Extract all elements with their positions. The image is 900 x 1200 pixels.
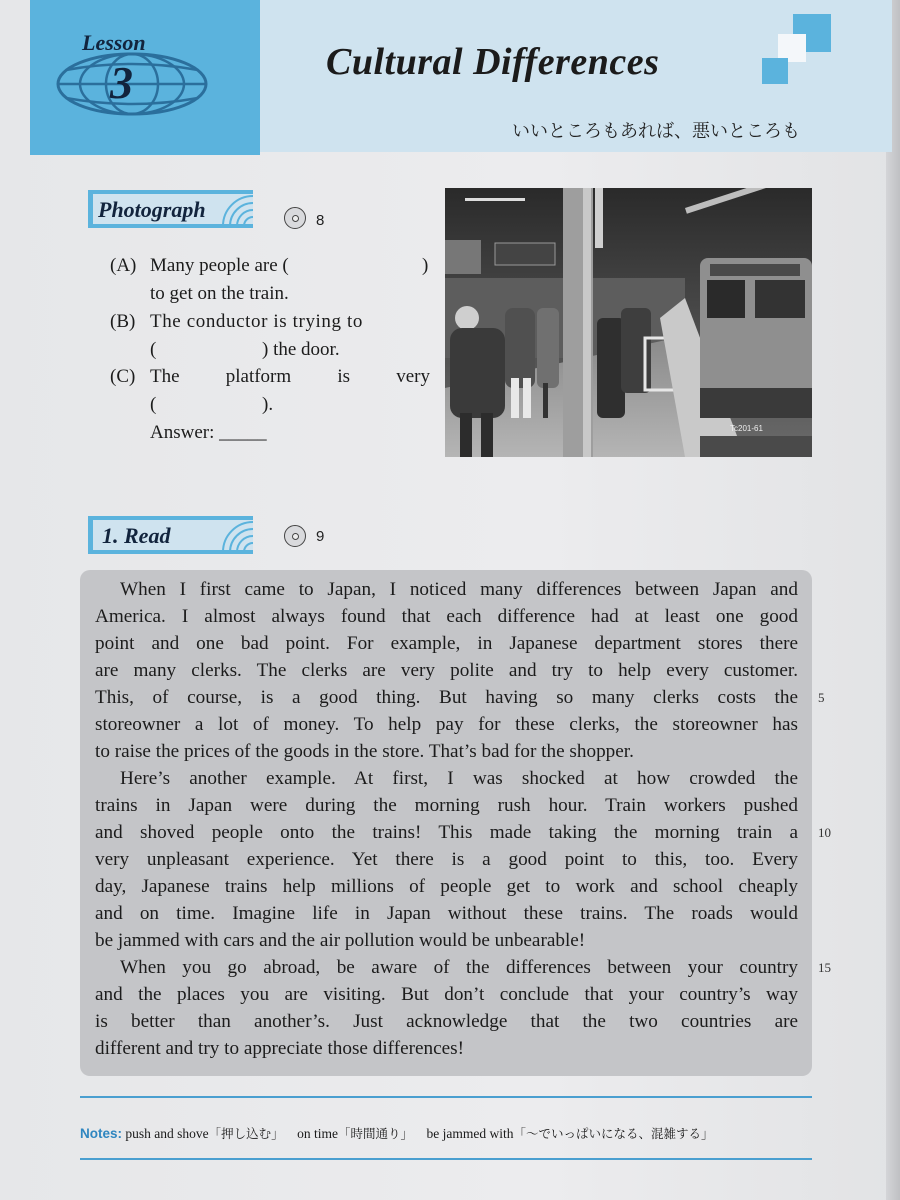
question-letter: (C) xyxy=(110,366,136,387)
train-platform-photo xyxy=(445,188,812,457)
section-label-photograph xyxy=(88,190,253,228)
question-text: ( xyxy=(150,339,157,360)
question-text: ) xyxy=(422,255,429,276)
cd-track-number: 9 xyxy=(316,528,325,545)
note-term: push and shove xyxy=(125,1126,209,1141)
question-letter: (A) xyxy=(110,255,137,276)
page-subtitle: いいところもあれば、悪いところも xyxy=(512,121,800,142)
section-label-text: Photograph xyxy=(98,197,206,222)
note-gloss: 「時間通り」 xyxy=(338,1126,414,1141)
reading-passage xyxy=(80,570,812,1076)
passage-line: and shoved people onto the trains! This made taking the morning train a xyxy=(95,822,798,843)
passage-line: This, of course, is a good thing. But having so many clerks costs the xyxy=(95,687,798,708)
passage-line: is better than another’s. Just acknowledge that the two countries are xyxy=(95,1011,798,1032)
line-number: 15 xyxy=(818,960,831,975)
section-label-read xyxy=(88,516,253,554)
passage-line: trains in Japan were during the morning rush hour. Train workers pushed xyxy=(95,795,798,816)
passage-line: different and try to appreciate those differences! xyxy=(95,1038,465,1059)
lesson-word: Lesson xyxy=(82,30,146,55)
notes-bottom-rule xyxy=(80,1158,812,1160)
word: is xyxy=(337,366,351,387)
question-text: ). xyxy=(262,394,274,415)
passage-line: and on time. Imagine life in Japan without these trains. The roads would xyxy=(95,903,798,924)
arcs-decoration xyxy=(213,190,253,228)
cd-icon xyxy=(284,525,306,547)
passage-line: America. I almost always found that each difference had at least one good xyxy=(95,606,798,627)
decor-square xyxy=(762,58,788,84)
word: The xyxy=(150,366,180,387)
question-letter: (B) xyxy=(110,311,136,332)
note-term: be jammed with xyxy=(426,1126,514,1141)
question-text: Many people are ( xyxy=(150,255,289,276)
cd-icon xyxy=(284,207,306,229)
note-term: on time xyxy=(297,1126,339,1141)
passage-line: storeowner a lot of money. To help pay for these clerks, the storeowner has xyxy=(95,714,798,735)
passage-line: are many clerks. The clerks are very polite and try to help every customer. xyxy=(95,660,798,681)
notes-top-rule xyxy=(80,1096,812,1098)
passage-line: When I first came to Japan, I noticed many differences between Japan and xyxy=(120,579,798,600)
passage-line: to raise the prices of the goods in the store. That’s bad for the shopper. xyxy=(95,741,634,762)
line-number: 5 xyxy=(818,690,825,705)
question-text: ( xyxy=(150,394,157,415)
cd-track-number: 8 xyxy=(316,212,325,229)
word: platform xyxy=(225,366,292,387)
train-car-number: Tc201-61 xyxy=(730,424,763,433)
passage-line: be jammed with cars and the air pollution would be unbearable! xyxy=(95,930,586,951)
word: very xyxy=(396,366,430,387)
lesson-number: 3 xyxy=(110,57,133,108)
arcs-decoration xyxy=(213,516,253,554)
answer-label: Answer: xyxy=(150,422,215,443)
question-text: to get on the train. xyxy=(150,283,289,304)
page-title: Cultural Differences xyxy=(326,41,660,83)
line-number: 10 xyxy=(818,825,831,840)
question-text: The conductor is trying to xyxy=(150,311,363,332)
note-gloss: 「押し込む」 xyxy=(208,1126,284,1141)
passage-line: When you go abroad, be aware of the differences between your country xyxy=(120,957,798,978)
note-gloss: 「〜でいっぱいになる、混雑する」 xyxy=(513,1126,714,1141)
notes-section xyxy=(80,1124,714,1142)
question-text-justified xyxy=(150,363,430,391)
section-label-text: 1. Read xyxy=(102,523,171,548)
passage-line: Here’s another example. At first, I was shocked at how crowded the xyxy=(120,768,798,789)
question-text: ) the door. xyxy=(262,339,340,360)
passage-line: and the places you are visiting. But don’t conclude that your country’s way xyxy=(95,984,798,1005)
answer-line xyxy=(150,419,267,447)
page-edge xyxy=(886,0,900,1200)
notes-label: Notes: xyxy=(80,1126,123,1141)
passage-line: day, Japanese trains help millions of people get to work and school cheaply xyxy=(95,876,798,897)
answer-blank: _____ xyxy=(219,422,267,443)
passage-line: point and one bad point. For example, in Japanese department stores there xyxy=(95,633,798,654)
passage-line: very unpleasant experience. Yet there is a good point to this, too. Every xyxy=(95,849,798,870)
